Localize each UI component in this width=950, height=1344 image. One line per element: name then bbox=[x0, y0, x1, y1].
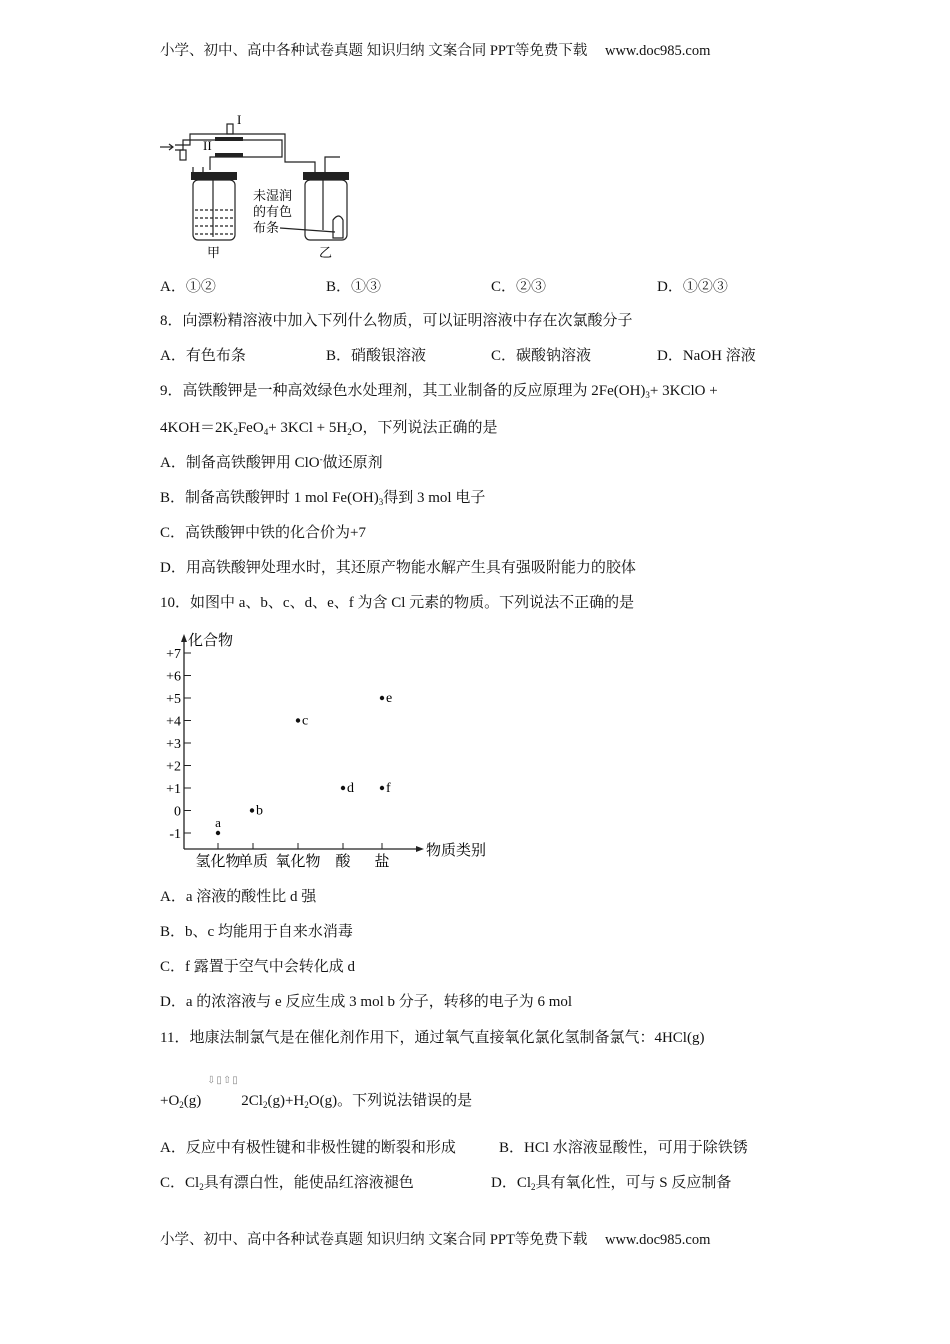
y-axis-arrow-icon bbox=[181, 634, 187, 642]
point-label-c: c bbox=[302, 713, 309, 729]
apparatus-figure bbox=[155, 112, 365, 262]
footer-text: 小学、初中、高中各种试卷真题 知识归纳 文案合同 PPT等免费下载 bbox=[160, 1232, 588, 1248]
bottle-b-label: 乙 bbox=[319, 245, 333, 260]
x-axis-arrow-icon bbox=[416, 846, 424, 852]
q11-stem-line1: 11．地康法制氯气是在催化剂作用下，通过氧气直接氧化氯化氢制备氯气：4HCl(g) bbox=[160, 1030, 705, 1046]
q7-option-c[interactable]: C．②③ bbox=[491, 279, 547, 295]
q9-option-c[interactable]: C．高铁酸钾中铁的化合价为+7 bbox=[160, 525, 366, 541]
label-I: I bbox=[237, 112, 242, 127]
x-tick-label: 酸 bbox=[335, 854, 351, 870]
y-tick-label: +6 bbox=[166, 669, 181, 685]
y-tick-label: -1 bbox=[169, 827, 181, 842]
q9-option-b[interactable]: B．制备高铁酸钾时 1 mol $Fe(OH)_3$得到 3 mol 电子 bbox=[160, 490, 486, 507]
q9-stem-line2: $4KOH=2K_2FeO_4+ 3KCl + 5H_2O$，下列说法正确的是 bbox=[160, 420, 498, 437]
y-axis-label: 化合物 bbox=[188, 633, 234, 649]
x-tick-label: 氢化物 bbox=[195, 854, 241, 870]
cloth-label-2: 的有色 bbox=[253, 204, 293, 219]
data-point-b bbox=[250, 808, 254, 812]
q8-stem: 8．向漂粉精溶液中加入下列什么物质，可以证明溶液中存在次氯酸分子 bbox=[160, 313, 633, 329]
point-label-f: f bbox=[386, 781, 391, 796]
q11-option-a[interactable]: A．反应中有极性键和非极性键的断裂和形成 bbox=[160, 1140, 456, 1156]
y-tick-label: +7 bbox=[166, 647, 181, 662]
q7-option-b[interactable]: B．①③ bbox=[326, 279, 382, 295]
x-tick-label: 单质 bbox=[237, 854, 269, 870]
y-tick-label: +3 bbox=[166, 737, 181, 752]
point-label-b: b bbox=[256, 803, 263, 819]
point-label-e: e bbox=[386, 691, 393, 706]
data-point-e bbox=[380, 696, 384, 700]
y-tick-label: +5 bbox=[166, 692, 181, 707]
q9-option-a[interactable]: A．制备高铁酸钾用 ClO-做还原剂 bbox=[160, 454, 383, 471]
q10-option-c[interactable]: C．f 露置于空气中会转化成 d bbox=[160, 959, 356, 975]
q9-option-d[interactable]: D．用高铁酸钾处理水时，其还原产物能水解产生具有强吸附能力的胶体 bbox=[160, 560, 636, 576]
q8-option-b[interactable]: B．硝酸银溶液 bbox=[326, 348, 427, 364]
q10-option-b[interactable]: B．b、c 均能用于自来水消毒 bbox=[160, 924, 353, 940]
y-tick-label: +4 bbox=[166, 714, 181, 730]
cloth-label-1: 未湿润 bbox=[253, 188, 293, 203]
q8-option-a[interactable]: A．有色布条 bbox=[160, 348, 246, 364]
data-point-f bbox=[380, 786, 384, 790]
q7-option-a[interactable]: A．①② bbox=[160, 279, 216, 295]
page-header bbox=[160, 41, 710, 61]
q10-option-a[interactable]: A．a 溶液的酸性比 d 强 bbox=[160, 889, 317, 905]
y-tick-label: +1 bbox=[166, 782, 181, 797]
x-axis-label: 物质类别 bbox=[426, 843, 487, 859]
q7-option-d[interactable]: D．①②③ bbox=[657, 279, 728, 295]
q8-option-d[interactable]: D．NaOH 溶液 bbox=[657, 348, 756, 364]
data-point-c bbox=[296, 718, 300, 722]
cloth-label-3: 布条 bbox=[253, 220, 280, 235]
q11-option-d[interactable]: D．$Cl_2$具有氧化性，可与 S 反应制备 bbox=[491, 1175, 732, 1192]
label-II: II bbox=[203, 138, 212, 153]
x-tick-label: 盐 bbox=[374, 854, 390, 870]
page-footer bbox=[160, 1230, 710, 1250]
q8-option-c[interactable]: C．碳酸钠溶液 bbox=[491, 348, 592, 364]
point-label-d: d bbox=[347, 781, 354, 796]
q10-option-d[interactable]: D．a 的浓溶液与 e 反应生成 3 mol b 分子，转移的电子为 6 mol bbox=[160, 994, 573, 1010]
reaction-arrow-glyphs: ⇩▯⇧▯ bbox=[207, 1075, 239, 1086]
chlorine-valence-chart bbox=[150, 620, 500, 880]
footer-site[interactable]: www.doc985.com bbox=[604, 1232, 711, 1248]
header-site[interactable]: www.doc985.com bbox=[604, 43, 711, 59]
point-label-a: a bbox=[215, 815, 221, 830]
data-point-d bbox=[341, 786, 345, 790]
q11-stem-line2: $+O_2(g)$ $2Cl_2(g)+H_2O(g)$。下列说法错误的是 bbox=[160, 1093, 473, 1110]
bottle-a-label: 甲 bbox=[207, 245, 221, 260]
x-tick-label: 氧化物 bbox=[275, 854, 321, 870]
q10-stem: 10．如图中 a、b、c、d、e、f 为含 Cl 元素的物质。下列说法不正确的是 bbox=[160, 595, 635, 611]
data-point-a bbox=[216, 831, 220, 835]
q11-option-b[interactable]: B．HCl 水溶液显酸性，可用于除铁锈 bbox=[499, 1140, 748, 1156]
q9-stem-line1: 9．高铁酸钾是一种高效绿色水处理剂，其工业制备的反应原理为 $2Fe(OH)_3+$ 3KClO + bbox=[160, 383, 718, 400]
q11-option-c[interactable]: C．$Cl_2$具有漂白性，能使品红溶液褪色 bbox=[160, 1175, 414, 1192]
y-tick-label: 0 bbox=[174, 804, 181, 820]
y-tick-label: +2 bbox=[166, 759, 181, 775]
header-text: 小学、初中、高中各种试卷真题 知识归纳 文案合同 PPT等免费下载 bbox=[160, 43, 588, 59]
